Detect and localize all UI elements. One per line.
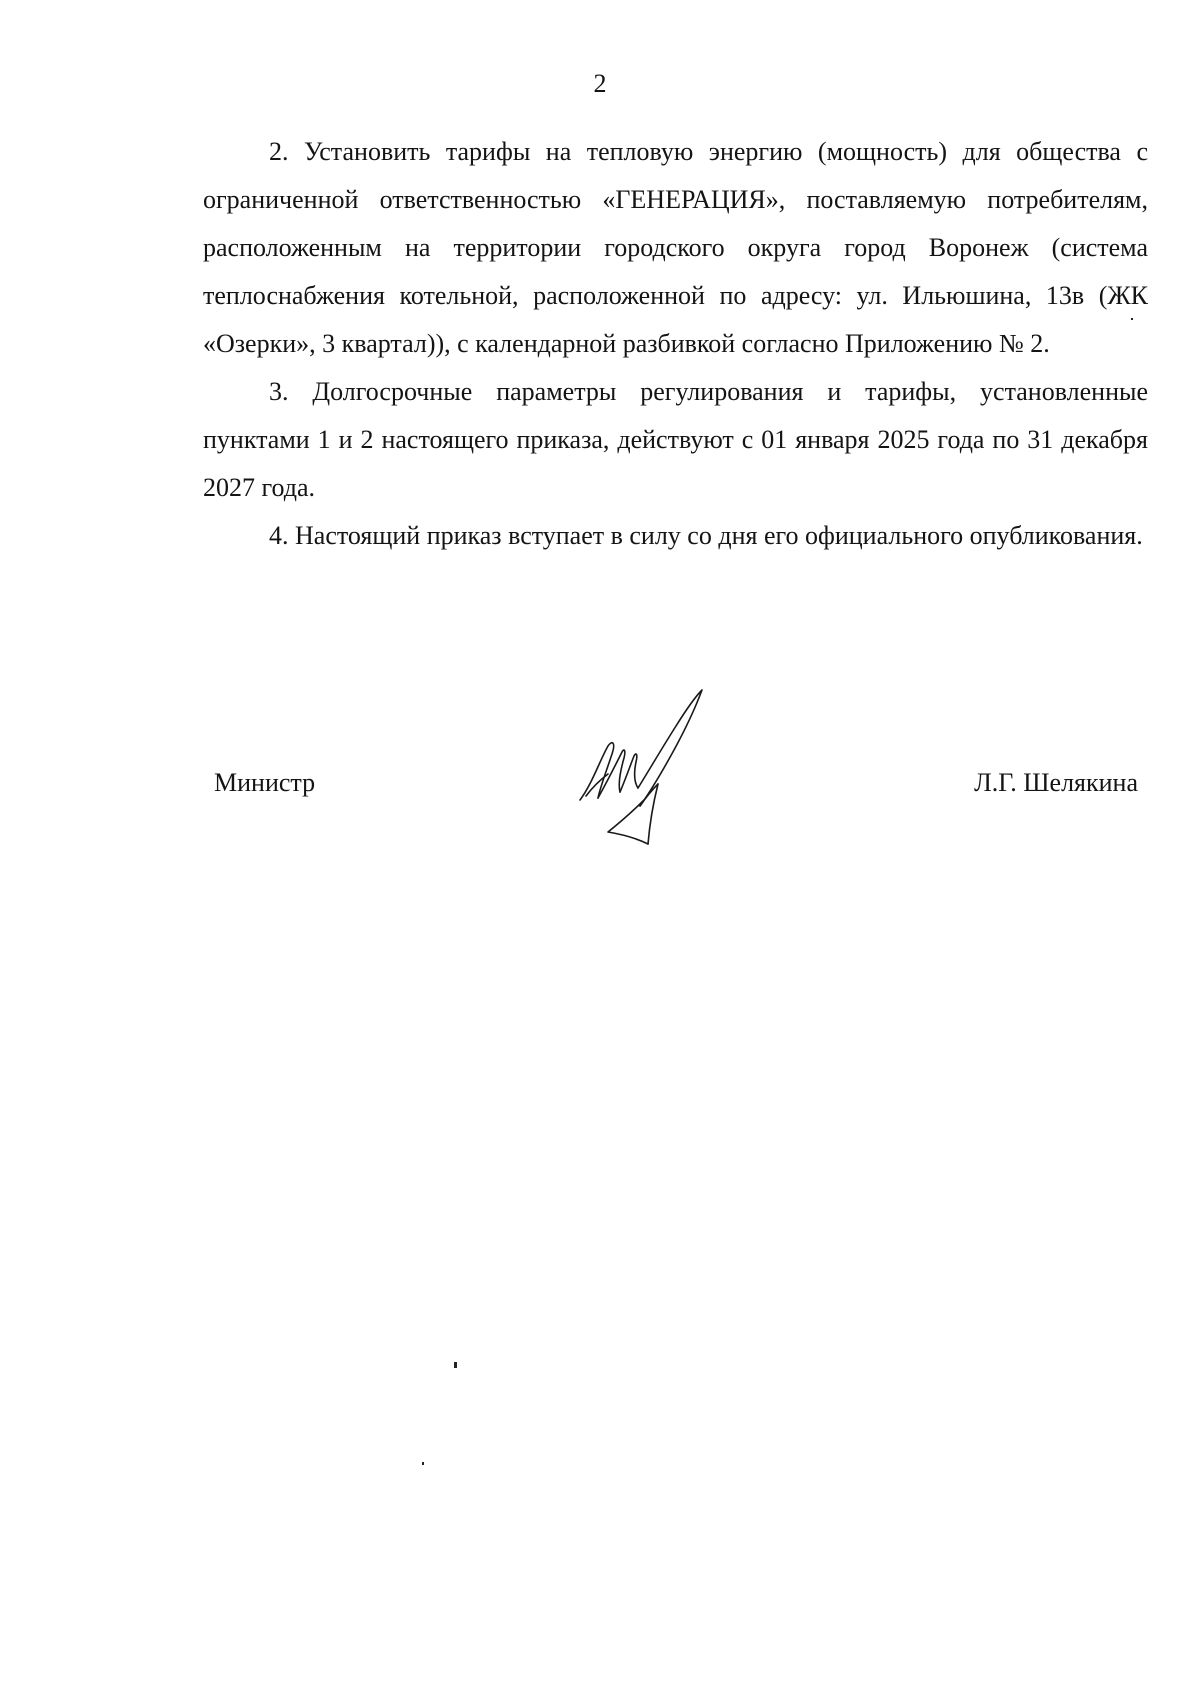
scan-speck: [454, 1362, 457, 1368]
handwritten-signature: [578, 688, 728, 858]
page-number: 2: [593, 69, 607, 98]
document-body: [203, 128, 1148, 560]
signer-position: Министр: [214, 768, 316, 797]
signer-name: Л.Г. Шелякина: [974, 768, 1138, 797]
scan-speck: [422, 1462, 424, 1465]
paragraph-3: 3. Долгосрочные параметры регулирования и тарифы, установленные пунктами 1 и 2 настоящего приказа, действуют с 01 января 2025 года по 31 декабря 2027 года.: [203, 377, 1148, 502]
paragraph-2: 2. Установить тарифы на тепловую энергию (мощность) для общества с ограниченной ответственностью «ГЕНЕРАЦИЯ», поставляемую потребителям, расположенным на территории городского округа город Воронеж (система теплоснабжения котельной, расположенной по адресу: ул. Ильюшина, 13в (ЖК «Озерки», 3 квартал)), с календарной разбивкой согласно Приложению № 2.: [203, 137, 1148, 358]
scan-speck: [1131, 318, 1133, 320]
paragraph-4: 4. Настоящий приказ вступает в силу со дня его официального опубликования.: [269, 521, 1143, 550]
